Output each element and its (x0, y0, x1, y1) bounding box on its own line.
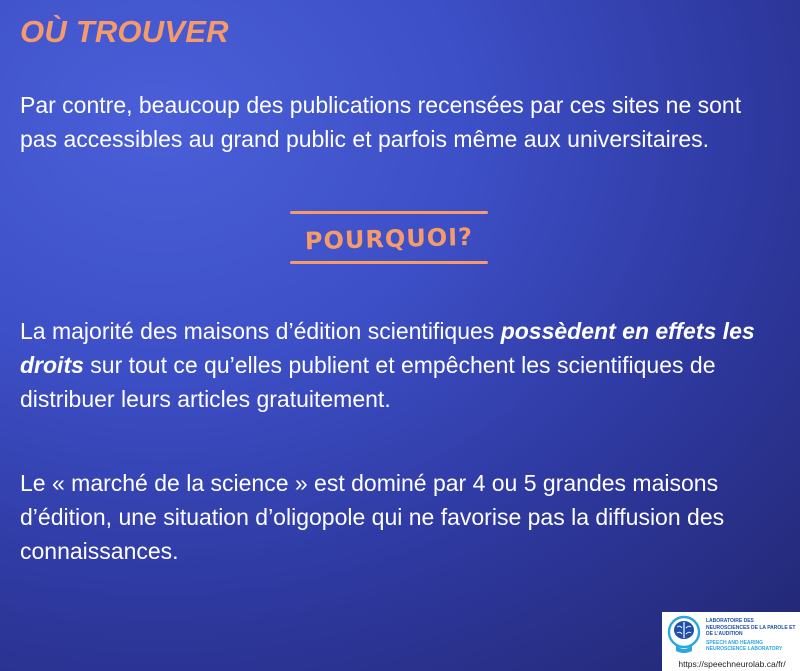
pourquoi-label: POURQUOI? (304, 222, 474, 256)
pourquoi-bottom-rule (290, 261, 488, 264)
page-title: OÙ TROUVER (20, 14, 229, 49)
lab-name-fr: LABORATOIRE DES NEUROSCIENCES DE LA PAROLE ET DE L’AUDITION (706, 618, 796, 637)
lab-name (706, 618, 798, 653)
paragraph-rights-before: La majorité des maisons d’édition scientifiques (20, 318, 501, 344)
lab-name-en: SPEECH AND HEARING NEUROSCIENCE LABORATORY (706, 639, 783, 652)
head-brain-icon (666, 615, 702, 655)
pourquoi-heading (290, 211, 488, 267)
pourquoi-top-rule (290, 211, 488, 214)
lab-url[interactable]: https://speechneurolab.ca/fr/ (678, 659, 786, 669)
paragraph-rights-after: sur tout ce qu’elles publient et empêchent les scientifiques de distribuer leurs articles gratuitement. (20, 352, 716, 412)
paragraph-rights-emphasis: possèdent en effets les droits (20, 318, 755, 378)
paragraph-market: Le « marché de la science » est dominé par 4 ou 5 grandes maisons d’édition, une situation d’oligopole qui ne favorise pas la diffusion des connaissances. (20, 470, 725, 564)
lab-logo[interactable] (662, 612, 800, 671)
paragraph-rights (20, 314, 776, 416)
paragraph-access: Par contre, beaucoup des publications recensées par ces sites ne sont pas accessibles au grand public et parfois même aux universitaires. (20, 92, 742, 152)
